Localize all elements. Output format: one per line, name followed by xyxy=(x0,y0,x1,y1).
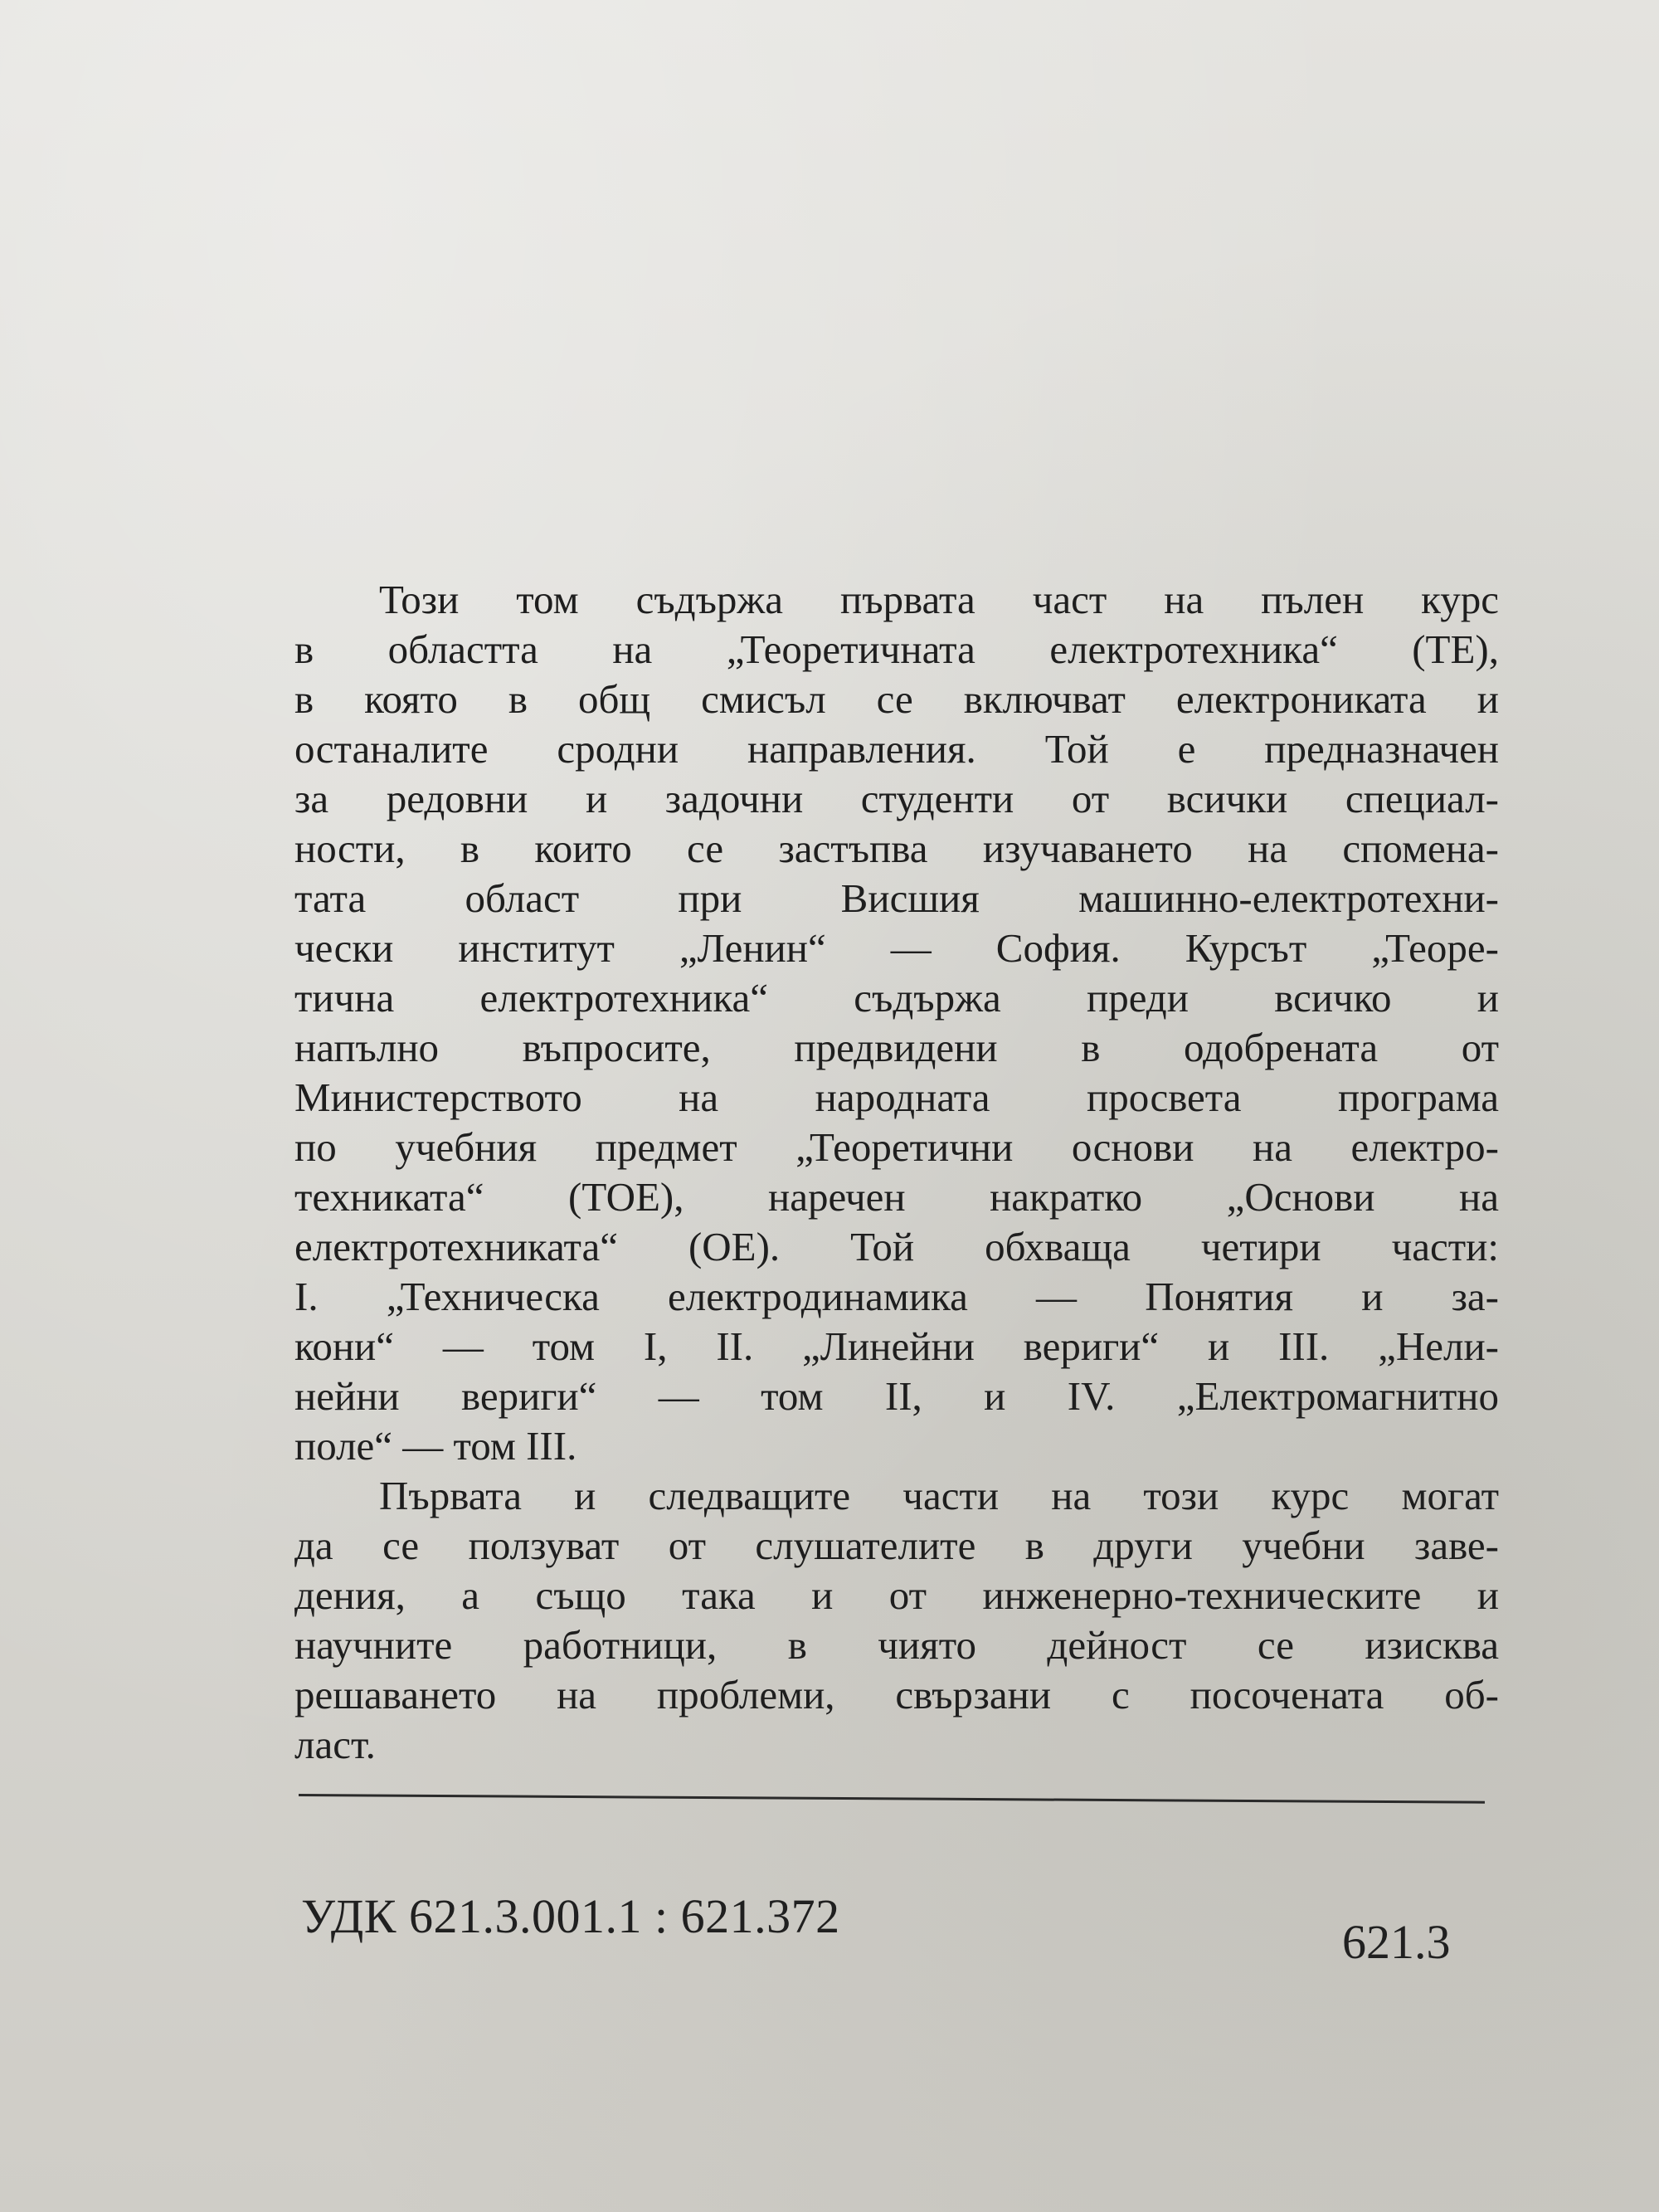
text-line: І. „Техническа електродинамика — Понятия и за- xyxy=(294,1274,1499,1319)
text-line: за редовни и задочни студенти от всички специал- xyxy=(294,776,1499,821)
text-line: научните работници, в чиято дейност се изисква xyxy=(294,1622,1499,1668)
classification-code: 621.3 xyxy=(1342,1915,1451,1969)
text-line: кони“ — том І, ІІ. „Линейни вериги“ и ІІІ. „Нели- xyxy=(294,1323,1499,1369)
text-line: електротехниката“ (ОЕ). Той обхваща четири части: xyxy=(294,1224,1499,1269)
text-line: Министерството на народната просвета програма xyxy=(294,1074,1499,1120)
text-line: нейни вериги“ — том ІІ, и IV. „Електромагнитно xyxy=(294,1373,1499,1419)
text-line: напълно въпросите, предвидени в одобрената от xyxy=(294,1025,1499,1070)
text-line: по учебния предмет „Теоретични основи на електро- xyxy=(294,1124,1499,1170)
text-line: тата област при Висшия машинно-електротехни- xyxy=(294,875,1499,921)
text-line: чески институт „Ленин“ — София. Курсът „Теоре- xyxy=(294,925,1499,971)
text-line: останалите сродни направления. Той е предназначен xyxy=(294,726,1499,772)
text-line: техниката“ (ТОЕ), наречен накратко „Основи на xyxy=(294,1174,1499,1220)
text-line: дения, а също така и от инженерно-техническите и xyxy=(294,1572,1499,1618)
paragraph-1 xyxy=(294,575,1499,1471)
text-line: да се ползуват от слушателите в други учебни заве- xyxy=(294,1523,1499,1568)
body-text xyxy=(294,575,1499,1770)
text-line: ности, в които се застъпва изучаването на спомена- xyxy=(294,826,1499,871)
text-line: поле“ — том ІІІ. xyxy=(294,1423,577,1469)
horizontal-rule xyxy=(299,1794,1485,1804)
text-line: Първата и следващите части на този курс могат xyxy=(379,1473,1499,1518)
paragraph-2 xyxy=(294,1471,1499,1770)
text-line: ласт. xyxy=(294,1722,376,1767)
text-line: в областта на „Теоретичната електротехника“ (ТЕ), xyxy=(294,626,1499,672)
text-line: решаването на проблеми, свързани с посочената об- xyxy=(294,1672,1499,1717)
udk-classification: УДК 621.3.001.1 : 621.372 xyxy=(301,1889,840,1943)
text-line: Този том съдържа първата част на пълен курс xyxy=(379,577,1499,622)
text-line: в която в общ смисъл се включват електрониката и xyxy=(294,676,1499,722)
text-line: тична електротехника“ съдържа преди всичко и xyxy=(294,975,1499,1021)
